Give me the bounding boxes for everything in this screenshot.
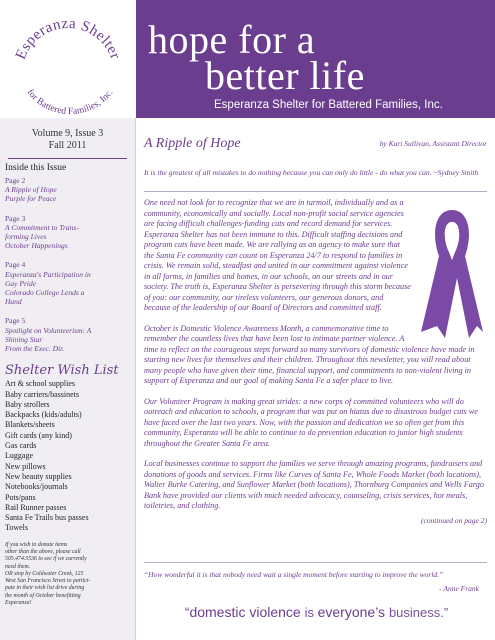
toc-item[interactable]: Hand <box>5 297 22 307</box>
toc-item[interactable]: Shining Star <box>5 334 43 344</box>
toc-item[interactable]: From the Exec. Dir. <box>5 344 65 354</box>
donation-note <box>5 542 127 608</box>
svg-text:Esperanza Shelter <box>13 16 123 62</box>
footer-quote: “How wonderful it is that nobody need wait a single moment before starting to improve the world.” <box>144 570 444 579</box>
wish-list-item: Baby carriers/bassinets <box>5 389 79 399</box>
masthead-subtitle: Esperanza Shelter for Battered Families, Inc. <box>214 99 443 111</box>
tagline-part: business.” <box>388 605 449 620</box>
note-line: 505.474.5536 to see if we currently <box>5 556 87 563</box>
toc-item[interactable]: forming Lives <box>5 232 47 242</box>
table-of-contents <box>5 176 135 353</box>
wish-list-item: New pillows <box>5 461 46 471</box>
toc-item[interactable]: October Happenings <box>5 241 68 251</box>
tagline-part: “domestic violence <box>184 604 305 620</box>
toc-item[interactable]: Spotlight on Volunteerism: A <box>5 325 92 335</box>
note-line: OR stop by Coldwater Creek, 125 <box>5 570 84 577</box>
tagline-part: is <box>304 605 318 620</box>
masthead <box>0 0 495 118</box>
toc-block <box>5 214 135 251</box>
wish-list-item: Gas cards <box>5 441 37 451</box>
toc-block <box>5 260 135 306</box>
wish-list <box>5 379 135 533</box>
toc-block <box>5 176 135 204</box>
wish-list-item: Backpacks (kids/adults) <box>5 410 82 420</box>
toc-page-label: Page 5 <box>5 316 26 326</box>
article-title: A Ripple of Hope <box>144 136 241 151</box>
note-line: the month of October benefitting <box>5 592 81 599</box>
issue-info <box>0 128 135 152</box>
toc-item[interactable]: A Ripple of Hope <box>5 185 57 195</box>
wish-list-item: Pots/pans <box>5 492 36 502</box>
toc-page-label: Page 2 <box>5 176 26 185</box>
svg-text:for Battered Families, Inc. <box>25 87 116 116</box>
continued-link[interactable]: (continued on page 2) <box>420 515 487 525</box>
awareness-ribbon-icon <box>417 204 487 340</box>
note-line: Esperanza! <box>5 600 32 607</box>
footer-divider <box>144 562 487 563</box>
wish-list-heading: Shelter Wish List <box>5 363 119 379</box>
wish-list-item: Rail Runner passes <box>5 502 67 512</box>
title-line-1: hope for a <box>148 17 316 62</box>
quote-divider <box>144 191 487 192</box>
shelter-logo <box>0 0 136 118</box>
season-label: Fall 2011 <box>48 140 87 151</box>
footer-tagline <box>146 604 487 620</box>
wish-list-item: Notebooks/journals <box>5 482 68 492</box>
toc-item[interactable]: Purple for Peace <box>5 194 57 204</box>
wish-list-item: Blankets/sheets <box>5 420 55 430</box>
title-line-2: better life <box>205 53 365 98</box>
wish-list-item: Gift cards (any kind) <box>5 430 72 440</box>
toc-item[interactable]: Gay Pride <box>5 278 37 288</box>
toc-item[interactable]: A Commitment to Trans- <box>5 222 79 232</box>
tagline-part: everyone’s <box>317 604 389 620</box>
volume-label: Volume 9, Issue 3 <box>31 128 104 139</box>
note-line: West San Francisco Street to partici- <box>5 578 91 585</box>
toc-block <box>5 316 135 353</box>
wish-list-item: New beauty supplies <box>5 471 72 481</box>
toc-page-label: Page 3 <box>5 213 26 223</box>
note-line: pate in their wish list drive during <box>5 585 85 592</box>
article-body <box>144 198 487 526</box>
note-line: If you wish to donate items <box>5 541 68 548</box>
article-paragraph: One need not look far to recognize that we are in turmoil, individually and as a community, economically and socially. Local non-profit social service agencies are facing difficult challenges-funding cuts and record demand for services. Esperanza Shelter has not been immune to this. Difficult staffing decisions and program cuts have been made. We are rallying as an agency to make sure that the Santa Fe community can count on Esperanza 24/7 to respond to families in crisis. We remain solid, steadfast and united in our commitment against violence in all forms, in families and homes, in our schools, on our streets and in our society. The truth is, Esperanza Shelter is persevering through this storm because of you: our community, our tireless volunteers, our generous donors, and because of the leadership of our Board of Directors and committed staff. <box>144 198 411 312</box>
note-line: other than the above, please call <box>5 549 81 555</box>
sidebar <box>0 118 136 640</box>
logo-text-bottom: for Battered Families, Inc. <box>24 87 116 116</box>
article-paragraph: Local businesses continue to support the families we serve through amazing programs, fundraisers and donations of goods and services. Firms like Curves of Santa Fe, Whole Foods Market (both locations), Walter Burke Catering, and Sunflower Market (both locations), Thornburg Companies and Wells Fargo Bank have provided our clients with much needed advocacy, counseling, crisis services, hot meals, toiletries, and clothing. <box>144 459 484 510</box>
inside-issue-heading: Inside this Issue <box>5 163 67 173</box>
wish-list-item: Santa Fe Trails bus passes <box>5 513 89 523</box>
opening-quote: It is the greatest of all mistakes to do nothing because you can only do little - do what you can. ~Sydney Smith <box>144 168 479 177</box>
wish-list-item: Towels <box>5 523 28 533</box>
sidebar-divider <box>8 158 127 159</box>
article-byline: by Kari Sullivan, Assistant Director <box>379 139 487 148</box>
article-paragraph: Our Volunteer Program is making great strides: a new corps of committed volunteers who will do outreach and education to schools, a program that was put on hiatus due to disastrous budget cuts we have faced over the last two years. Now, with the passion and dedication we so often get from this community, Esperanza will be able to continue to do prevention education to junior high students throughout the Greater Santa Fe area. <box>144 396 478 448</box>
toc-item[interactable]: Colorado College Lends a <box>5 288 85 298</box>
note-line: need them. <box>5 563 31 570</box>
wish-list-item: Luggage <box>5 451 33 461</box>
toc-page-label: Page 4 <box>5 260 26 270</box>
logo-text-top: Esperanza Shelter <box>12 15 124 62</box>
footer-quote-author: - Anne Frank <box>439 584 479 593</box>
toc-item[interactable]: Esperanza's Participation in <box>5 269 91 279</box>
logo-arc-icon <box>4 2 132 116</box>
wish-list-item: Baby strollers <box>5 399 50 409</box>
article-paragraph: October is Domestic Violence Awareness Month, a commemorative time to remember the countless lives that have been lost to intimate partner violence. A time to reflect on the courageous steps forward so many survivors of domestic violence have made in starting new lives for themselves and their children. Throughout this newsletter, you will read about many people who have given their time, financial support, and commitments to non-violent living in support of Esperanza and our goal of making Santa Fe a safer place to live. <box>144 323 475 385</box>
wish-list-item: Art & school supplies <box>5 379 75 389</box>
